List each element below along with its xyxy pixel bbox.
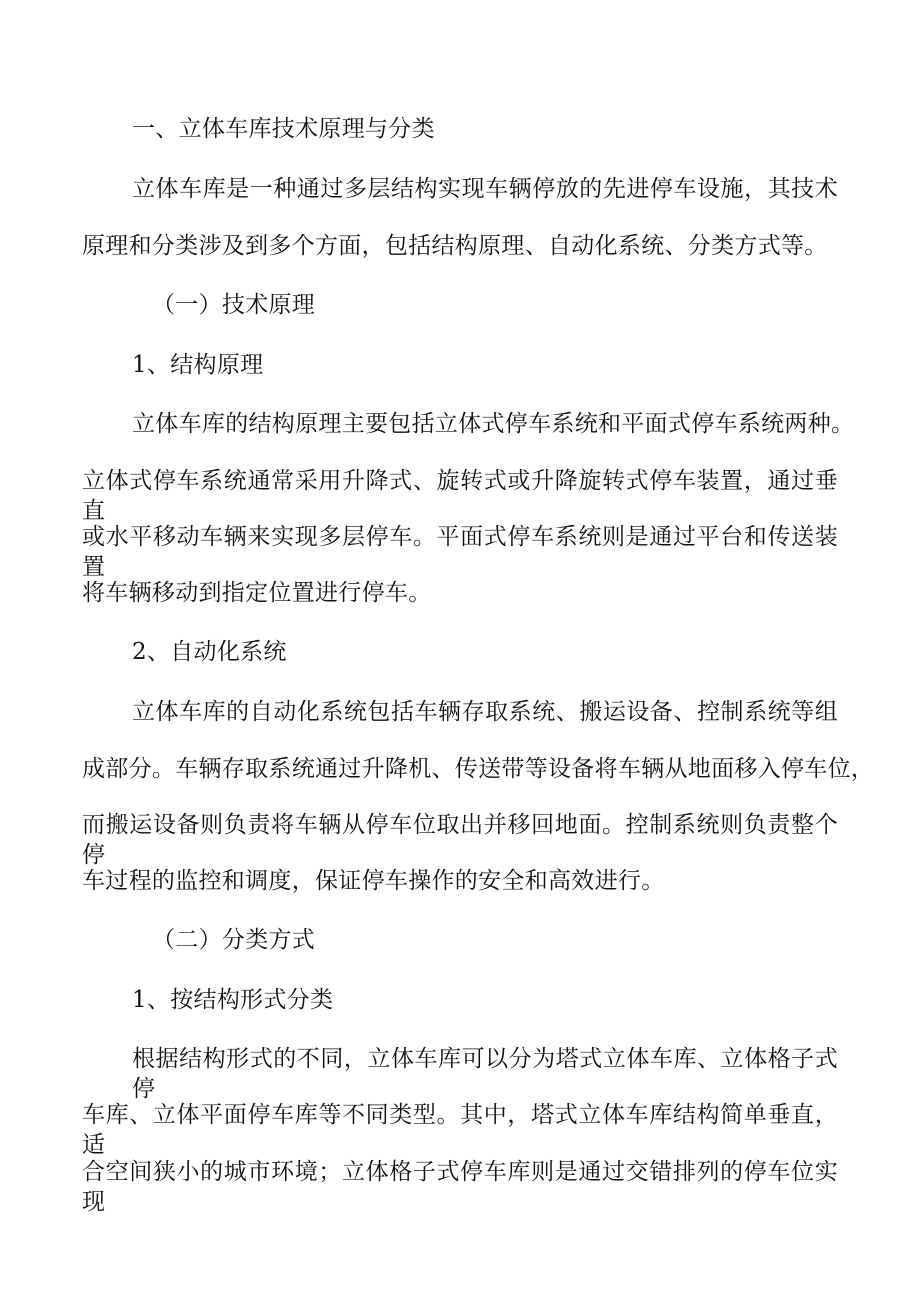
subsection-heading: （一）技术原理 <box>152 292 316 318</box>
paragraph-line: 或水平移动车辆来实现多层停车。平面式停车系统则是通过平台和传送装置 <box>82 524 838 580</box>
section-heading: 一、立体车库技术原理与分类 <box>132 116 435 142</box>
paragraph-line: 而搬运设备则负责将车辆从停车位取出并移回地面。控制系统则负责整个停 <box>82 812 838 868</box>
paragraph-line: 立体车库是一种通过多层结构实现车辆停放的先进停车设施，其技术 <box>132 176 838 202</box>
item-heading: 1、结构原理 <box>132 352 264 378</box>
paragraph-line: 车库、立体平面停车库等不同类型。其中，塔式立体车库结构简单垂直，适 <box>82 1102 838 1158</box>
paragraph-line: 立体车库的自动化系统包括车辆存取系统、搬运设备、控制系统等组 <box>132 699 838 725</box>
paragraph-line: 将车辆移动到指定位置进行停车。 <box>82 580 432 606</box>
paragraph-line: 立体式停车系统通常采用升降式、旋转式或升降旋转式停车装置，通过垂直 <box>82 468 838 524</box>
paragraph-line: 车过程的监控和调度，保证停车操作的安全和高效进行。 <box>82 868 665 894</box>
item-heading: 2、自动化系统 <box>132 639 287 665</box>
paragraph-line: 原理和分类涉及到多个方面，包括结构原理、自动化系统、分类方式等。 <box>82 233 828 259</box>
subsection-heading: （二）分类方式 <box>152 927 316 953</box>
item-heading: 1、按结构形式分类 <box>132 987 334 1013</box>
paragraph-line: 成部分。车辆存取系统通过升降机、传送带等设备将车辆从地面移入停车位， <box>82 756 875 782</box>
paragraph-line: 合空间狭小的城市环境；立体格子式停车库则是通过交错排列的停车位实现 <box>82 1159 838 1215</box>
paragraph-line: 根据结构形式的不同，立体车库可以分为塔式立体车库、立体格子式停 <box>132 1046 838 1102</box>
paragraph-line: 立体车库的结构原理主要包括立体式停车系统和平面式停车系统两种。 <box>132 411 855 437</box>
